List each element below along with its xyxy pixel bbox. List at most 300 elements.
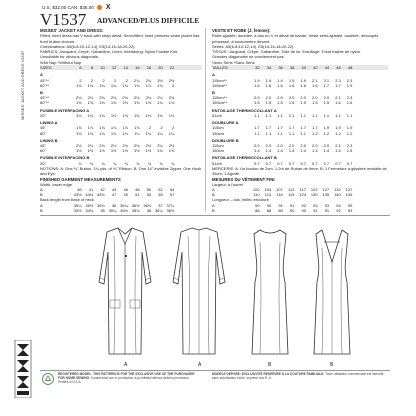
- table-cell: 1.7: [277, 125, 283, 131]
- table-cell: 113: [264, 192, 272, 198]
- table-cell: 1.1: [265, 130, 272, 136]
- table-cell: 16: [135, 65, 140, 71]
- table-cell: 2⅛: [134, 143, 140, 149]
- pattern-number: V1537: [40, 10, 87, 29]
- table-cell: 35¾: [96, 202, 105, 208]
- table-cell: 1.1: [265, 112, 272, 118]
- table-cell: 18: [146, 65, 152, 71]
- table-cell: 1.5: [254, 100, 260, 106]
- row-label: 60": [40, 130, 46, 136]
- row-label: 45": [40, 125, 46, 131]
- table-cell: 1¼: [134, 130, 140, 136]
- table-cell: 10: [100, 65, 105, 71]
- table-row: [212, 83, 388, 88]
- row-label: 45": [40, 143, 46, 149]
- french-width-title: Largeur, à l'ourlet: [212, 181, 243, 187]
- french-description: Robe ajustée, doublée, à dos en V et détail de bande. Veste semi-ajustée, doublée, découpes princesse, à boutonnière devant.: [212, 33, 379, 44]
- french-column: [212, 28, 388, 214]
- table-cell: 1⅝: [87, 100, 94, 106]
- table-cell: 2.3: [346, 143, 353, 149]
- vertical-pattern-label: MISSES' JACKET AND DRESS V1537: [20, 50, 25, 120]
- french-fabrics: TISSUS: Jacquard, Crêpe, Gabardine, Toile de lin. Entoilage: Tricot fusible de nylon.: [212, 49, 362, 55]
- table-cell: 1⅛: [76, 130, 82, 136]
- table-cell: 1.7: [254, 125, 260, 131]
- footer-english-text: Commercial use or production is prohibited without written permission. Printed in U.S.A.: [58, 376, 190, 385]
- table-cell: 1.6: [254, 82, 260, 88]
- table-cell: 1.5: [312, 100, 318, 106]
- table-cell: 1.6: [346, 100, 353, 106]
- table-cell: 93: [324, 202, 330, 208]
- table-cell: 0.7: [288, 160, 295, 166]
- row-label: 45"**: [40, 77, 49, 83]
- table-cell: 35½: [85, 202, 94, 208]
- table-cell: 91: [313, 207, 318, 213]
- yardage-group-label: LINING A: [40, 120, 58, 126]
- table-cell: 92: [336, 207, 341, 213]
- row-label: 51cm: [212, 160, 222, 166]
- yardage-group-label: B: [40, 89, 43, 95]
- table-cell: 42: [100, 187, 105, 193]
- english-length-title: Back length from base of neck: [40, 197, 94, 203]
- table-cell: 2: [148, 125, 152, 131]
- yardage-group-label: LINING B: [40, 137, 58, 143]
- table-cell: 0.7: [300, 160, 306, 166]
- table-cell: 1¾: [168, 100, 175, 106]
- row-label: 150cm: [212, 148, 225, 154]
- row-label: SIZES: [40, 65, 52, 71]
- table-cell: 1.7: [312, 125, 318, 131]
- table-cell: 2.0: [312, 143, 318, 149]
- table-cell: 2⅛: [145, 143, 152, 149]
- table-cell: 1.2: [312, 130, 318, 136]
- table-cell: 1.4: [300, 148, 306, 154]
- french-note-diagonals: Grandes diagonales ne conviennent pas.: [212, 54, 285, 60]
- table-cell: 1.6: [312, 82, 318, 88]
- column-divider: [205, 28, 206, 212]
- table-cell: 2¼: [157, 95, 163, 101]
- table-cell: 1.9: [277, 77, 283, 83]
- table-cell: 1.1: [312, 112, 318, 118]
- row-label: 115cm: [212, 125, 224, 131]
- table-cell: 1¾: [110, 82, 117, 88]
- table-cell: ¾: [159, 160, 163, 166]
- yardage-group-label: ENTOILAGE THERMOCOLLANT B: [212, 155, 277, 161]
- table-cell: 2.1: [312, 77, 318, 83]
- row-label: 51cm: [212, 112, 222, 118]
- row-label: B: [212, 192, 215, 198]
- table-cell: 37¼: [166, 202, 175, 208]
- table-cell: 1.1: [323, 112, 330, 118]
- table-cell: 0.7: [335, 160, 341, 166]
- table-cell: 1.2: [335, 130, 341, 136]
- table-cell: 2½: [157, 77, 163, 83]
- dress-back-illustration: [306, 222, 358, 362]
- footer-french-text: Toute utilisation commerciale est interdite sans autorisation écrite. Imprimé aux É.-U.: [212, 372, 384, 381]
- table-cell: 1.5: [288, 100, 295, 106]
- table-cell: 52: [158, 187, 163, 193]
- table-cell: 40: [77, 187, 82, 193]
- table-cell: 88: [255, 207, 260, 213]
- table-cell: 1.4: [265, 148, 272, 154]
- table-cell: 1.1: [288, 112, 295, 118]
- table-cell: 2: [90, 77, 94, 83]
- table-cell: 1.4: [323, 148, 330, 154]
- table-cell: 44: [111, 187, 117, 193]
- table-cell: 55: [158, 192, 163, 198]
- table-cell: 2: [125, 77, 128, 83]
- table-cell: 2⅛: [145, 95, 152, 101]
- table-cell: 2: [160, 125, 163, 131]
- table-cell: 1.1: [300, 130, 306, 136]
- table-cell: 1.1: [277, 130, 283, 136]
- footer-french: [212, 372, 388, 380]
- table-cell: 36: [111, 202, 117, 208]
- table-cell: 2.0: [288, 95, 295, 101]
- table-cell: 2.1: [335, 95, 341, 101]
- table-cell: ¾: [136, 160, 140, 166]
- table-cell: 35: [100, 207, 105, 213]
- row-label: 150cm: [212, 130, 225, 136]
- table-cell: 1¼: [157, 130, 163, 136]
- english-notions: NOTIONS: A: One ¾" Button, 1¼ yds. of ⅜" Ribbon. B: One 14" Invisible Zipper, One Hook and Eye.: [40, 165, 202, 177]
- table-cell: 1⅝: [110, 100, 117, 106]
- table-cell: 1.9: [335, 125, 341, 131]
- figure-label-b-front: B: [268, 362, 272, 368]
- table-cell: 1.1: [346, 112, 353, 118]
- table-cell: 1½: [134, 148, 140, 154]
- table-cell: 1.1: [254, 112, 260, 118]
- table-cell: 132: [334, 187, 341, 193]
- table-cell: 1.9: [323, 125, 330, 131]
- table-cell: 117: [299, 187, 306, 193]
- table-cell: 1⅛: [145, 112, 152, 118]
- table-cell: 2¼: [157, 143, 163, 149]
- table-cell: 34¾: [85, 207, 94, 213]
- table-cell: 102: [252, 187, 260, 193]
- row-label: A: [212, 202, 215, 208]
- table-cell: 0.7: [254, 160, 260, 166]
- table-cell: 1⅛: [134, 112, 140, 118]
- table-cell: 90: [266, 202, 272, 208]
- table-cell: 2.0: [254, 95, 260, 101]
- yardage-group-label: B: [212, 89, 215, 95]
- table-cell: 130: [310, 192, 318, 198]
- table-cell: 1⅞: [87, 125, 94, 131]
- table-cell: 1½: [145, 148, 152, 154]
- table-cell: 1.5: [346, 148, 353, 154]
- table-cell: 0.7: [312, 160, 318, 166]
- table-cell: 92: [301, 202, 306, 208]
- table-row: [212, 100, 388, 105]
- french-combinations: Séries: A5(6-8-10-12-14), E5(14-16-18-20-22).: [212, 43, 295, 49]
- table-cell: 1⅞: [134, 125, 140, 131]
- row-label: A: [40, 202, 43, 208]
- yardage-group-label: A: [212, 72, 215, 78]
- table-cell: 34½: [73, 207, 82, 213]
- row-label: 150cm**: [212, 82, 228, 88]
- table-cell: 1⅛: [122, 112, 128, 118]
- table-cell: 2: [172, 125, 175, 131]
- row-label: TAILLES: [212, 65, 228, 71]
- table-cell: 36: [278, 65, 283, 71]
- table-cell: 1⅛: [110, 112, 117, 118]
- table-cell: 1⅝: [122, 100, 128, 106]
- table-cell: 35¾: [131, 207, 140, 213]
- table-cell: 1⅝: [76, 100, 82, 106]
- table-cell: 91: [278, 202, 283, 208]
- table-cell: 36½: [166, 207, 175, 213]
- french-notions: MERCERIE: A: Un bouton de 2cm, 1.2m de Ruban de 9mm. B: 1 Fermeture à glissière invisible de 35cm, 1 Agrafe.: [212, 165, 387, 177]
- table-row: [40, 100, 202, 105]
- table-cell: 20: [158, 65, 163, 71]
- table-row: [212, 113, 388, 118]
- yardage-group-label: FUSIBLE INTERFACING A: [40, 107, 90, 113]
- table-row: [40, 131, 202, 136]
- table-cell: 127: [322, 187, 330, 193]
- table-cell: 89: [278, 207, 283, 213]
- table-cell: 2: [114, 77, 117, 83]
- table-cell: 1.5: [323, 100, 330, 106]
- table-cell: 91: [324, 207, 330, 213]
- table-cell: 1⅛: [99, 112, 105, 118]
- table-cell: 1⅞: [122, 125, 128, 131]
- table-cell: 137: [345, 187, 353, 193]
- table-cell: 2⅛: [110, 143, 117, 149]
- table-cell: 122: [310, 187, 318, 193]
- table-cell: 40: [301, 65, 306, 71]
- table-cell: 45½: [96, 192, 105, 198]
- table-cell: 1⅛: [168, 112, 175, 118]
- table-cell: 1.5: [277, 100, 283, 106]
- english-column: [40, 28, 202, 214]
- table-cell: 88: [266, 207, 272, 213]
- french-length-title: Longueur – dos, milieu encolure: [212, 197, 269, 203]
- table-cell: 1.6: [300, 82, 306, 88]
- table-cell: 43½: [73, 192, 82, 198]
- table-cell: ¾: [171, 160, 175, 166]
- table-cell: 57: [169, 192, 175, 198]
- french-note-nap: *Avec Sens *Sans Sens: [212, 59, 255, 65]
- table-cell: 90: [255, 202, 260, 208]
- table-cell: 104: [264, 187, 272, 193]
- table-cell: 47: [111, 192, 117, 198]
- difficulty-dot-icon: [97, 5, 102, 10]
- table-cell: 2.1: [335, 143, 341, 149]
- table-cell: 6: [79, 65, 82, 71]
- row-label: 115cm**: [212, 95, 227, 101]
- table-cell: 2.0: [312, 95, 318, 101]
- row-label: 150cm**: [212, 100, 228, 106]
- table-cell: 95: [347, 202, 353, 208]
- table-cell: 2.0: [265, 143, 272, 149]
- table-cell: 49: [123, 192, 128, 198]
- footer-english: [58, 372, 198, 385]
- table-cell: 2.0: [277, 95, 283, 101]
- table-cell: 93: [347, 207, 353, 213]
- english-combinations: Combinations: A5(6-8-10-12-14), E5(14-16-18-20-22).: [40, 43, 136, 49]
- table-cell: 94: [336, 202, 341, 208]
- table-cell: 112: [287, 187, 295, 193]
- table-cell: 2.3: [335, 77, 341, 83]
- table-cell: 46: [123, 187, 128, 193]
- table-cell: 2.0: [300, 95, 306, 101]
- table-cell: 124: [299, 192, 306, 198]
- table-row: [40, 65, 202, 70]
- table-cell: 1.7: [323, 82, 330, 88]
- table-cell: 1⅞: [110, 125, 117, 131]
- table-cell: 2⅛: [134, 95, 140, 101]
- table-cell: 2.0: [254, 143, 260, 149]
- table-cell: 14: [123, 65, 128, 71]
- french-width-table: [212, 187, 388, 197]
- table-cell: 1¾: [99, 82, 105, 88]
- table-cell: 2⅛: [122, 143, 128, 149]
- table-cell: 2.0: [265, 95, 272, 101]
- row-label: 115cm**: [212, 77, 227, 83]
- table-cell: 36: [146, 207, 152, 213]
- table-cell: 44½: [85, 192, 94, 198]
- table-row: [40, 83, 202, 88]
- figure-label-a-front: A: [124, 362, 128, 368]
- english-note-diagonals: Unsuitable for obvious diagonals.: [40, 54, 99, 60]
- table-cell: 135: [322, 192, 330, 198]
- table-cell: 1.7: [300, 125, 306, 131]
- table-cell: 1⅞: [99, 125, 105, 131]
- recycle-icon: [42, 373, 54, 385]
- table-cell: 1.7: [335, 82, 341, 88]
- row-label: B: [40, 192, 43, 198]
- table-cell: 1.5: [300, 100, 306, 106]
- row-label: B: [212, 207, 215, 213]
- table-cell: 2⅛: [76, 95, 82, 101]
- table-cell: ¾: [113, 160, 117, 166]
- table-cell: 2.0: [277, 143, 283, 149]
- table-cell: 0.7: [346, 160, 353, 166]
- table-cell: 1⅛: [110, 130, 117, 136]
- table-cell: 1¾: [134, 82, 140, 88]
- table-cell: 1.4: [277, 148, 283, 154]
- table-cell: 2½: [168, 143, 175, 149]
- table-cell: 36½: [131, 202, 140, 208]
- table-cell: 90: [289, 207, 295, 213]
- yardage-group-label: A: [40, 72, 43, 78]
- table-cell: 2.0: [300, 143, 306, 149]
- table-cell: ¾: [101, 160, 105, 166]
- table-cell: 1.7: [288, 125, 295, 131]
- table-cell: 1½: [76, 148, 82, 154]
- table-cell: 1.6: [335, 100, 341, 106]
- table-cell: 48: [347, 65, 353, 71]
- jacket-front-illustration: [96, 222, 154, 362]
- table-cell: 0.7: [277, 160, 283, 166]
- table-cell: ¾: [78, 160, 82, 166]
- table-cell: 1.4: [312, 148, 318, 154]
- row-label: A: [40, 187, 43, 193]
- english-title: MISSES' JACKET AND DRESS:: [40, 28, 104, 33]
- table-cell: 1¾: [76, 82, 82, 88]
- row-label: 20": [40, 160, 46, 166]
- table-cell: 2⅛: [110, 95, 117, 101]
- table-cell: 36¼: [154, 207, 163, 213]
- table-cell: 1⅝: [168, 148, 175, 154]
- table-cell: ¾: [124, 160, 128, 166]
- table-cell: 2.1: [323, 77, 330, 83]
- table-cell: 1.7: [265, 125, 272, 131]
- table-cell: 41: [88, 187, 94, 193]
- table-cell: 2: [79, 77, 82, 83]
- figure-label-b-back: B: [330, 362, 334, 368]
- table-cell: 1½: [87, 148, 94, 154]
- english-yardage-table: [40, 65, 202, 166]
- table-cell: 34: [266, 65, 272, 71]
- table-row: [212, 208, 388, 213]
- table-cell: 46: [336, 65, 341, 71]
- row-label: 60"**: [40, 100, 49, 106]
- footer-french-bold: MODÈLE DÉPOSÉ: EXCLUSIVITÉ RÉSERVÉE À LA COUTURE FAMILIALE.: [212, 372, 325, 376]
- footer-english-bold: REGISTERED MODEL: THIS PATTERN IS FOR THE EXCLUSIVE USE OF THE PURCHASER FOR HOME SEWING.: [58, 372, 195, 381]
- table-cell: 1.9: [288, 77, 295, 83]
- table-cell: 90: [301, 207, 306, 213]
- table-cell: 1¾: [122, 82, 128, 88]
- table-cell: 35½: [120, 207, 128, 213]
- table-cell: 1⅝: [157, 148, 163, 154]
- table-cell: 1⅛: [122, 130, 128, 136]
- table-cell: 1.5: [265, 100, 272, 106]
- table-cell: 1.4: [254, 148, 260, 154]
- price-text: U.S. $32.00 CAN. $35.00: [42, 5, 94, 10]
- table-cell: 91: [289, 202, 295, 208]
- table-cell: 93: [313, 202, 318, 208]
- table-cell: 1¾: [157, 100, 163, 106]
- yardage-group-label: FUSIBLE INTERFACING B: [40, 155, 90, 161]
- table-cell: 48: [135, 187, 140, 193]
- table-cell: 1⅞: [145, 82, 152, 88]
- row-label: 115cm: [212, 143, 224, 149]
- table-cell: 38: [289, 65, 295, 71]
- table-cell: 32: [255, 65, 260, 71]
- table-cell: 1⅞: [157, 82, 163, 88]
- table-cell: ¾: [147, 160, 152, 166]
- table-cell: 1.9: [346, 125, 353, 131]
- figure-label-a-back: A: [198, 362, 202, 368]
- table-cell: ¾: [89, 160, 94, 166]
- table-cell: 1⅛: [87, 130, 94, 136]
- table-cell: 35¼: [108, 207, 117, 213]
- table-cell: 1¼: [145, 130, 152, 136]
- table-cell: 53: [146, 192, 152, 198]
- french-finished-title: MESURES DU VÊTEMENT FINI: [212, 176, 275, 182]
- dress-front-illustration: [244, 222, 296, 362]
- table-cell: 51: [135, 192, 140, 198]
- table-cell: 2¼: [134, 77, 140, 83]
- english-description: Fitted, lined dress has V back with strap detail. Semi-fitted, lined princess seam jacket has front button closure.: [40, 33, 200, 44]
- table-cell: 2⅛: [99, 143, 105, 149]
- table-cell: 119: [287, 192, 295, 198]
- table-cell: 1⅝: [99, 100, 105, 106]
- table-cell: 1½: [110, 148, 117, 154]
- difficulty-level: ADVANCED/PLUS DIFFICILE: [97, 16, 200, 25]
- table-cell: 2½: [168, 95, 175, 101]
- table-cell: 1¼: [168, 130, 175, 136]
- table-cell: 36¼: [120, 202, 128, 208]
- table-cell: 1⅛: [87, 112, 94, 118]
- table-cell: 1.4: [288, 148, 295, 154]
- table-row: [40, 113, 202, 118]
- table-cell: 44: [324, 65, 330, 71]
- table-row: [212, 148, 388, 153]
- table-cell: 1.2: [323, 130, 330, 136]
- table-cell: 1.9: [300, 77, 306, 83]
